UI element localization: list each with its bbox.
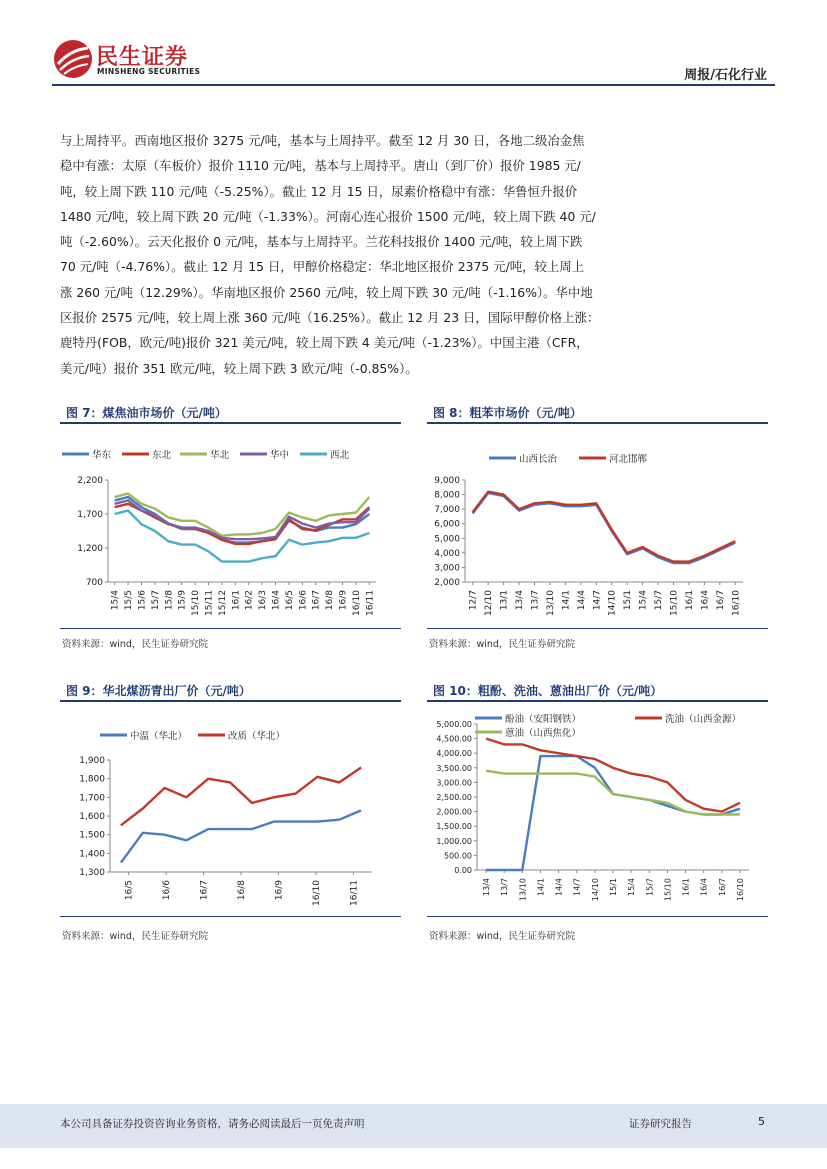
x-tick-label: 16/1 — [231, 590, 242, 611]
legend-label: 华北 — [210, 450, 230, 461]
fig10-title: 图 10：粗酚、洗油、蒽油出厂价（元/吨） — [433, 684, 663, 698]
x-tick-label: 15/12 — [217, 590, 228, 616]
fig9-title: 图 9：华北煤沥青出厂价（元/吨） — [66, 684, 251, 698]
x-tick-label: 16/11 — [365, 590, 376, 616]
x-tick-label: 16/10 — [735, 878, 745, 902]
fig9-rule — [60, 700, 401, 702]
x-tick-label: 13/10 — [518, 878, 528, 902]
x-tick-label: 16/9 — [274, 880, 285, 901]
fig7-chart — [60, 440, 401, 625]
x-tick-label: 16/11 — [349, 880, 360, 906]
page-number: 5 — [758, 1115, 765, 1128]
header-rule — [52, 84, 775, 86]
y-tick-label: 7,000 — [434, 505, 460, 516]
fig9-bottom-rule — [60, 916, 401, 917]
x-tick-label: 13/7 — [500, 878, 510, 896]
legend-label: 西北 — [330, 450, 350, 461]
y-tick-label: 1,600 — [79, 812, 105, 822]
footer-disclaimer: 本公司具备证券投资咨询业务资格，请务必阅读最后一页免责声明 — [60, 1118, 365, 1130]
x-tick-label: 16/1 — [681, 878, 691, 896]
x-tick-label: 16/5 — [284, 590, 295, 611]
series-line — [115, 497, 370, 543]
body-paragraph — [60, 128, 640, 381]
x-tick-label: 13/7 — [530, 590, 541, 611]
y-tick-label: 4,000.00 — [436, 749, 472, 759]
x-tick-label: 16/5 — [124, 880, 135, 901]
x-tick-label: 16/8 — [325, 590, 336, 611]
x-tick-label: 15/1 — [623, 590, 634, 611]
legend-label: 蒽油（山西焦化） — [505, 728, 582, 739]
y-tick-label: 1,700 — [77, 510, 103, 520]
section-tag: 周报/石化行业 — [684, 68, 767, 83]
fig8-chart — [427, 440, 768, 625]
x-tick-label: 15/1 — [609, 878, 618, 896]
x-tick-label: 16/3 — [258, 590, 269, 611]
x-tick-label: 16/7 — [715, 590, 726, 611]
y-tick-label: 3,500.00 — [436, 763, 472, 773]
fig7-title: 图 7：煤焦油市场价（元/吨） — [66, 406, 227, 420]
y-tick-label: 9,000 — [434, 476, 460, 486]
x-tick-label: 16/4 — [700, 590, 711, 611]
x-tick-label: 15/6 — [137, 590, 148, 611]
x-tick-label: 16/2 — [244, 590, 255, 611]
x-tick-label: 16/6 — [162, 880, 173, 901]
y-tick-label: 1,700 — [79, 793, 105, 804]
x-tick-label: 12/10 — [484, 590, 495, 616]
x-tick-label: 13/10 — [545, 590, 556, 616]
fig8-bottom-rule — [427, 628, 768, 629]
y-tick-label: 1,500.00 — [436, 822, 472, 832]
logo-text-en: MINSHENG SECURITIES — [97, 67, 201, 76]
y-tick-label: 1,200 — [77, 544, 103, 554]
logo-text-cn: 民生证券 — [96, 45, 189, 70]
x-tick-label: 14/4 — [576, 590, 587, 611]
y-tick-label: 3,000 — [434, 563, 460, 574]
y-tick-label: 500.00 — [444, 851, 472, 861]
y-tick-label: 1,300 — [79, 868, 105, 878]
fig8-title: 图 8：粗苯市场价（元/吨） — [433, 406, 582, 420]
legend-label: 改质（华北） — [228, 731, 286, 742]
legend-label: 东北 — [152, 450, 172, 461]
fig9-source: 资料来源：wind，民生证券研究院 — [62, 931, 208, 942]
y-tick-label: 4,000 — [434, 548, 460, 559]
x-tick-label: 14/10 — [607, 590, 618, 616]
paragraph-line: 70 元/吨（-4.76%）。截止 12 月 15 日，甲醇价格稳定：华北地区报价 2375 元/吨，较上周上 — [60, 259, 585, 275]
x-tick-label: 13/4 — [482, 878, 492, 896]
x-tick-label: 15/7 — [645, 878, 655, 896]
x-tick-label: 15/8 — [164, 590, 175, 611]
x-tick-label: 14/4 — [554, 878, 564, 896]
y-tick-label: 6,000 — [434, 519, 460, 530]
x-tick-label: 14/7 — [592, 590, 603, 611]
paragraph-line: 吨（-2.60%）。云天化报价 0 元/吨，基本与上周持平。兰花科技报价 1400 元/吨，较上周下跌 — [60, 234, 583, 250]
y-tick-label: 1,500 — [79, 830, 105, 841]
x-tick-label: 16/1 — [684, 590, 695, 611]
fig10-chart — [427, 710, 768, 913]
fig10-rule — [427, 700, 768, 702]
y-tick-label: 5,000 — [434, 534, 460, 545]
legend-label: 中温（华北） — [130, 731, 188, 742]
x-tick-label: 16/10 — [351, 590, 362, 616]
x-tick-label: 15/10 — [669, 590, 680, 616]
x-tick-label: 16/4 — [699, 878, 709, 896]
series-line — [121, 768, 361, 826]
y-tick-label: 2,000 — [434, 578, 460, 588]
legend-label: 洗油（山西金源） — [665, 714, 742, 725]
x-tick-label: 15/9 — [177, 590, 188, 611]
paragraph-line: 美元/吨）报价 351 欧元/吨，较上周下跌 3 欧元/吨（-0.85%）。 — [60, 360, 418, 376]
x-tick-label: 15/7 — [654, 590, 665, 611]
paragraph-line: 鹿特丹(FOB，欧元/吨)报价 321 美元/吨，较上周下跌 4 美元/吨（-1.23%）。中国主港（CFR， — [60, 335, 589, 351]
y-tick-label: 1,400 — [79, 849, 105, 860]
y-tick-label: 2,200 — [77, 476, 103, 486]
x-tick-label: 12/7 — [468, 590, 479, 611]
fig7-rule — [60, 422, 401, 424]
x-tick-label: 15/4 — [110, 590, 121, 611]
x-tick-label: 16/7 — [311, 590, 322, 611]
y-tick-label: 700 — [85, 578, 103, 588]
y-tick-label: 8,000 — [434, 490, 460, 501]
paragraph-line: 与上周持平。西南地区报价 3275 元/吨，基本与上周持平。截至 12 月 30 日，各地二级冶金焦 — [60, 133, 585, 148]
legend-label: 华中 — [270, 450, 290, 461]
x-tick-label: 16/6 — [298, 590, 309, 611]
series-line — [115, 511, 370, 562]
legend-label: 河北邯郸 — [609, 454, 648, 465]
y-tick-label: 4,500.00 — [436, 734, 472, 744]
y-tick-label: 5,000.00 — [436, 720, 472, 729]
fig8-rule — [427, 422, 768, 424]
y-tick-label: 0.00 — [454, 866, 472, 875]
x-tick-label: 16/4 — [271, 590, 282, 611]
y-tick-label: 1,000.00 — [436, 836, 472, 846]
x-tick-label: 13/1 — [499, 590, 510, 611]
x-tick-label: 16/7 — [199, 880, 210, 901]
x-tick-label: 15/10 — [663, 878, 673, 902]
x-tick-label: 15/10 — [191, 590, 202, 616]
fig7-source: 资料来源：wind，民生证券研究院 — [62, 639, 208, 650]
x-tick-label: 15/5 — [124, 590, 135, 611]
paragraph-line: 1480 元/吨，较上周下跌 20 元/吨（-1.33%）。河南心连心报价 1500 元/吨，较上周下跌 40 元/ — [60, 208, 596, 224]
paragraph-line: 吨，较上周下跌 110 元/吨（-5.25%）。截止 12 月 15 日，尿素价格稳中有涨：华鲁恒升报价 — [60, 183, 578, 199]
y-tick-label: 2,500.00 — [436, 793, 472, 802]
legend-label: 酚油（安阳钢铁） — [505, 714, 582, 725]
y-tick-label: 1,900 — [79, 756, 105, 766]
x-tick-label: 14/10 — [590, 878, 600, 902]
x-tick-label: 14/1 — [536, 878, 546, 896]
paragraph-line: 涨 260 元/吨（12.29%）。华南地区报价 2560 元/吨，较上周下跌 30 元/吨（-1.16%）。华中地 — [60, 284, 593, 300]
y-tick-label: 1,800 — [79, 774, 105, 785]
x-tick-label: 15/7 — [150, 590, 161, 611]
x-tick-label: 16/7 — [717, 878, 727, 896]
x-tick-label: 16/9 — [338, 590, 349, 611]
fig10-bottom-rule — [427, 916, 768, 917]
x-tick-label: 13/4 — [515, 590, 526, 611]
x-tick-label: 15/4 — [638, 590, 649, 611]
y-tick-label: 3,000.00 — [436, 778, 472, 788]
x-tick-label: 14/1 — [561, 590, 572, 611]
legend-label: 华东 — [92, 450, 112, 461]
x-tick-label: 16/10 — [311, 880, 322, 906]
x-tick-label: 16/10 — [731, 590, 742, 616]
paragraph-line: 稳中有涨：太原（车板价）报价 1110 元/吨，基本与上周持平。唐山（到厂价）报价 1985 元/ — [60, 158, 581, 174]
fig7-bottom-rule — [60, 628, 401, 629]
fig8-source: 资料来源：wind，民生证券研究院 — [429, 639, 575, 650]
series-line — [473, 492, 736, 562]
fig9-chart — [60, 718, 401, 913]
series-line — [486, 739, 740, 812]
y-tick-label: 2,000.00 — [436, 807, 472, 817]
x-tick-label: 15/4 — [627, 878, 637, 896]
x-tick-label: 14/7 — [572, 878, 582, 896]
paragraph-line: 区报价 2575 元/吨，较上周上涨 360 元/吨（16.25%）。截止 12 月 23 日，国际甲醇价格上涨： — [60, 310, 600, 326]
footer-label: 证券研究报告 — [629, 1118, 692, 1130]
series-line — [121, 810, 361, 862]
legend-label: 山西长治 — [519, 454, 558, 465]
x-tick-label: 16/8 — [237, 880, 247, 901]
x-tick-label: 15/11 — [204, 590, 215, 616]
fig10-source: 资料来源：wind，民生证券研究院 — [429, 931, 575, 942]
